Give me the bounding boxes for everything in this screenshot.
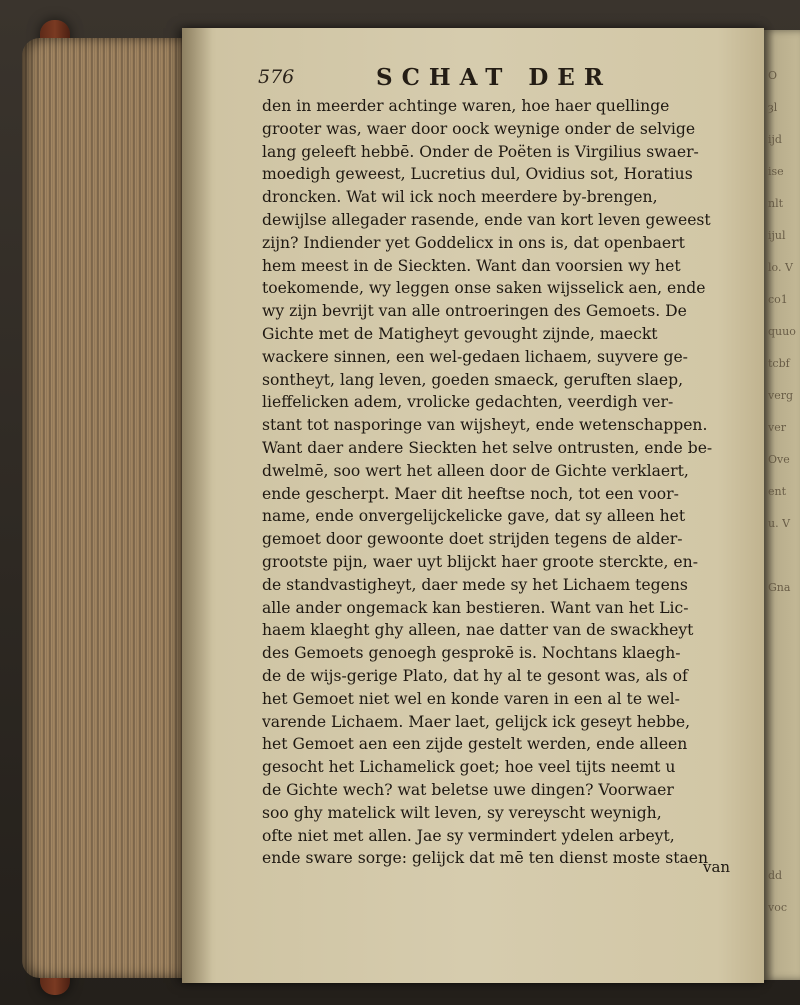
text-line: ofte niet met allen. Jae sy vermindert ydelen arbeyt, [262, 826, 675, 845]
facing-page-fragment: O [768, 69, 778, 82]
facing-page-fragment [768, 764, 800, 796]
facing-page-fragment: dd [768, 869, 783, 882]
text-line: dwelmē, soo wert het alleen door de Gichte verklaert, [262, 461, 689, 480]
text-line: name, ende onvergelijckelicke gave, dat sy alleen het [262, 507, 686, 526]
body-text [262, 95, 742, 870]
text-line: de de wijs-gerige Plato, dat hy al te gesont was, als of [262, 666, 688, 685]
text-line: lang geleeft hebbē. Onder de Poëten is Virgilius swaer- [262, 142, 699, 161]
text-line: gemoet door gewoonte doet strijden tegens de alder- [262, 530, 683, 549]
text-line: toekomende, wy leggen onse saken wijsselick aen, ende [262, 279, 706, 298]
facing-page-fragment: ijd [768, 133, 782, 146]
facing-page-fragment [768, 540, 800, 572]
running-head: SCHAT DER [376, 64, 612, 91]
facing-page-fragment: Gna [768, 581, 791, 594]
page-number: 576 [258, 66, 295, 88]
text-line: varende Lichaem. Maer laet, gelijck ick geseyt hebbe, [262, 712, 691, 731]
text-line: het Gemoet niet wel en konde varen in een al te wel- [262, 689, 680, 708]
text-line: wy zijn bevrijt van alle ontroeringen des Gemoets. De [262, 302, 687, 321]
facing-page-fragment: co1 [768, 293, 788, 306]
text-line: wackere sinnen, een wel-gedaen lichaem, suyvere ge- [262, 347, 688, 366]
text-line: de standvastigheyt, daer mede sy het Lichaem tegens [262, 575, 688, 594]
facing-page-fragment [768, 732, 800, 764]
text-line: grooter was, waer door oock weynige onder de selvige [262, 119, 696, 138]
facing-page-fragment: voc [768, 901, 787, 914]
text-line: grootste pijn, waer uyt blijckt haer groote sterckte, en- [262, 552, 698, 571]
text-line: het Gemoet aen een zijde gestelt werden, ende alleen [262, 735, 688, 754]
catchword: van [703, 858, 731, 876]
text-line: droncken. Wat wil ick noch meerdere by-brengen, [262, 188, 658, 207]
page-header [258, 64, 758, 94]
text-line: gesocht het Lichamelick goet; hoe veel tijts neemt u [262, 758, 676, 777]
facing-page-fragment: verg [768, 389, 794, 402]
page-block-edge [22, 38, 192, 978]
text-line: Want daer andere Sieckten het selve ontrusten, ende be- [262, 438, 713, 457]
facing-page-fragment [768, 828, 800, 860]
text-line: hem meest in de Sieckten. Want dan voorsien wy het [262, 256, 681, 275]
facing-page-fragment [768, 668, 800, 700]
text-line: sontheyt, lang leven, goeden smaeck, geruften slaep, [262, 370, 684, 389]
facing-page-fragment: lo. V [768, 261, 793, 274]
text-line: moedigh geweest, Lucretius dul, Ovidius sot, Horatius [262, 165, 693, 184]
text-line: ende gescherpt. Maer dit heeftse noch, tot een voor- [262, 484, 679, 503]
facing-page-fragment [768, 700, 800, 732]
facing-page-fragment: Ove [768, 453, 790, 466]
text-line: stant tot nasporinge van wijsheyt, ende wetenschappen. [262, 416, 708, 435]
text-line: alle ander ongemack kan bestieren. Want van het Lic- [262, 598, 689, 617]
text-line: soo ghy matelick wilt leven, sy vereyscht weynigh, [262, 803, 662, 822]
facing-page-fragment: u. V [768, 517, 791, 530]
text-line: zijn? Indiender yet Goddelicx in ons is, dat openbaert [262, 233, 685, 252]
facing-page-fragment: tcbf [768, 357, 790, 370]
text-line: lieffelicken adem, vrolicke gedachten, veerdigh ver- [262, 393, 674, 412]
text-line: dewijlse allegader rasende, ende van kort leven geweest [262, 210, 711, 229]
facing-page-fragment: ver [768, 421, 786, 434]
facing-page-fragment: ijul [768, 229, 786, 242]
text-line: de Gichte wech? wat beletse uwe dingen? Voorwaer [262, 780, 674, 799]
text-line: den in meerder achtinge waren, hoe haer quellinge [262, 97, 670, 115]
facing-page-fragment [768, 604, 800, 636]
text-line: Gichte met de Matigheyt gevought zijnde, maeckt [262, 324, 658, 343]
facing-page-fragment: ȝl [768, 101, 778, 114]
facing-page-fragment: ise [768, 165, 784, 178]
text-line: ende sware sorge: gelijck dat mē ten dienst moste staen [262, 849, 709, 868]
text-line: des Gemoets genoegh gesprokē is. Nochtans klaegh- [262, 644, 681, 663]
facing-page-fragment: nlt [768, 197, 784, 210]
facing-page-fragment [768, 636, 800, 668]
facing-page-fragment: quuo [768, 325, 796, 338]
text-line: haem klaeght ghy alleen, nae datter van de swackheyt [262, 621, 694, 640]
facing-page-fragment: ent [768, 485, 787, 498]
gutter-shadow [182, 28, 212, 983]
facing-page-text [768, 60, 800, 924]
facing-page-fragment [768, 796, 800, 828]
